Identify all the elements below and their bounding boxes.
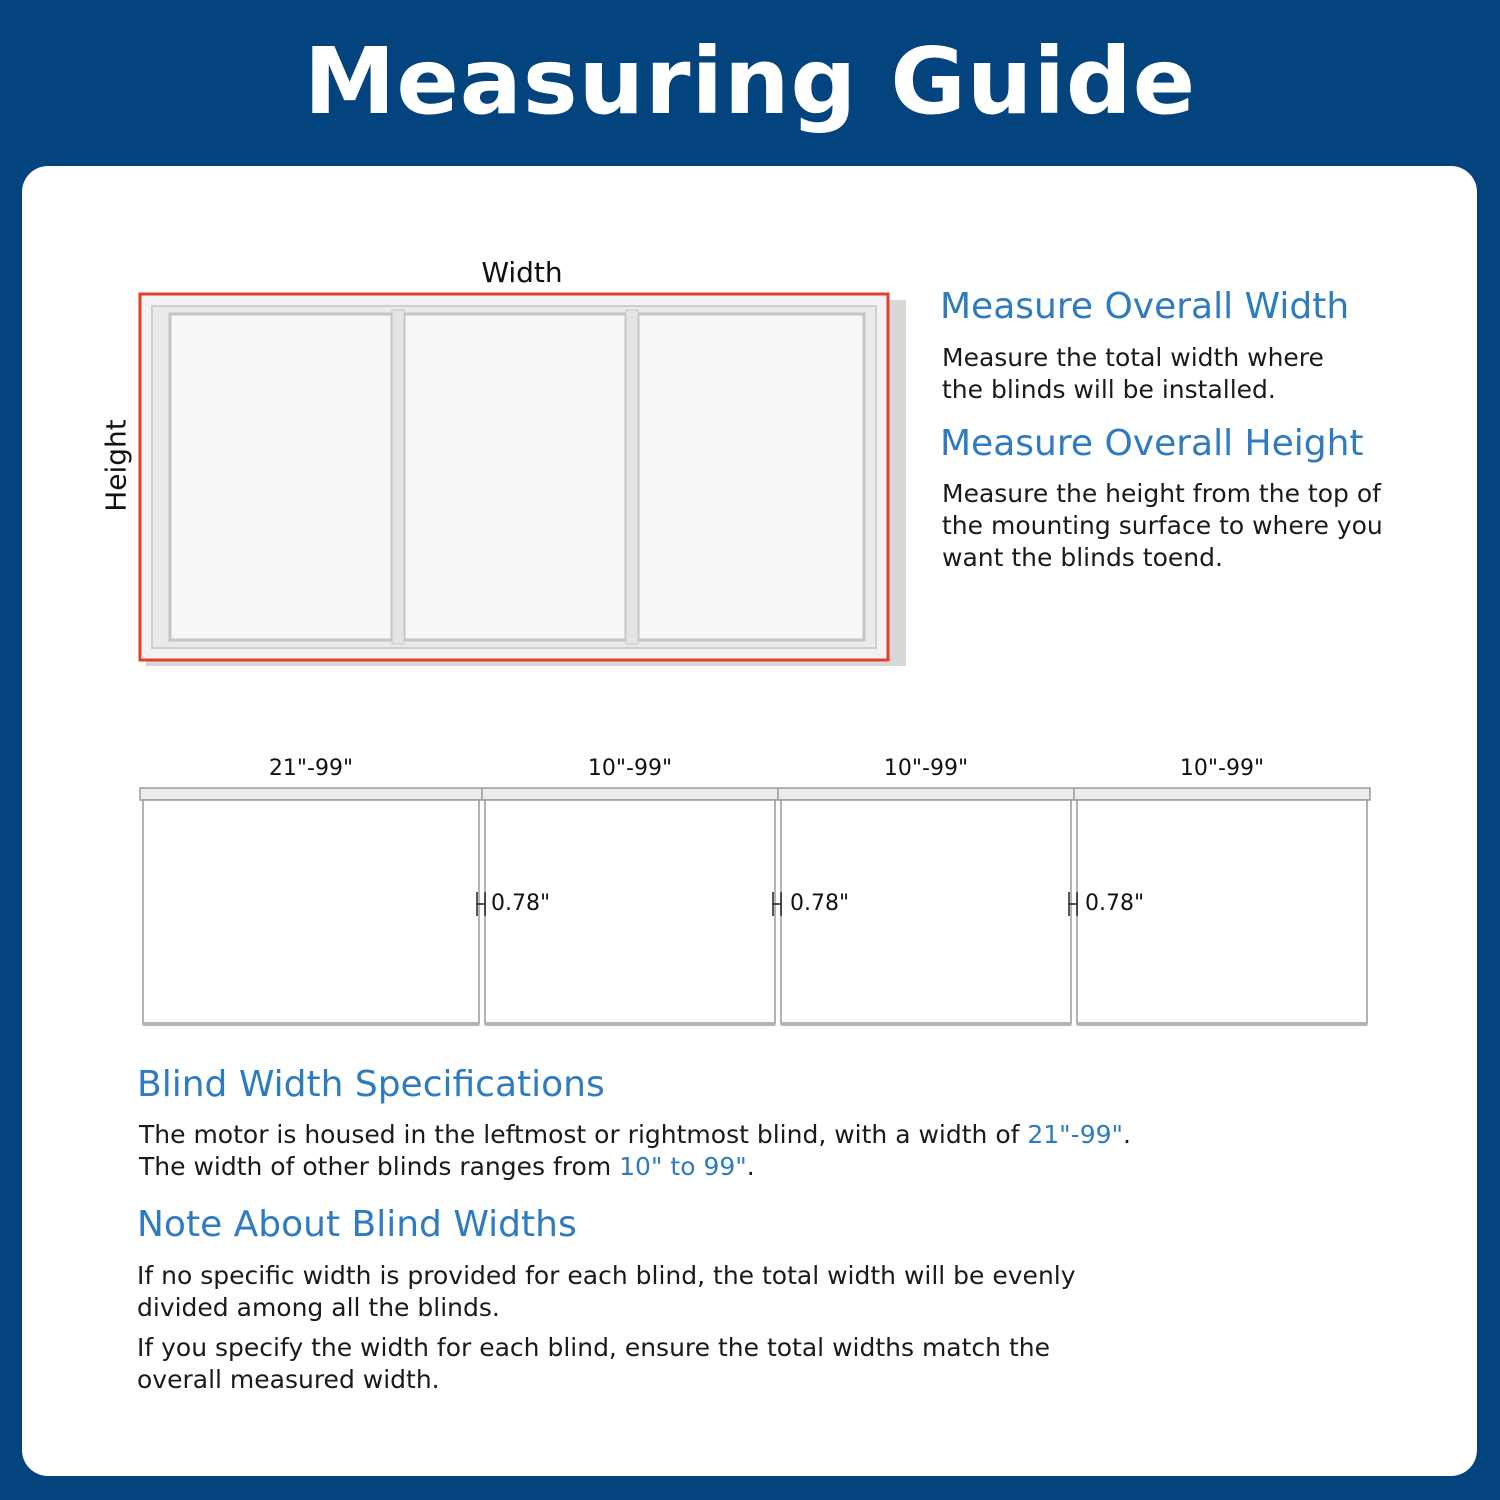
overall-height-description bbox=[942, 478, 1383, 574]
blind-width-label: 10"-99" bbox=[1179, 756, 1265, 781]
height-label: Height bbox=[99, 419, 133, 512]
note-line: If no specific width is provided for each blind, the total width will be evenly bbox=[137, 1261, 1076, 1290]
overall-height-line: Measure the height from the top of bbox=[942, 479, 1381, 508]
blind-width-label: 10"-99" bbox=[587, 756, 673, 781]
gap-label: 0.78" bbox=[790, 891, 850, 916]
note-paragraph-2 bbox=[137, 1332, 1050, 1396]
gap-label: 0.78" bbox=[1085, 891, 1145, 916]
note-line: If you specify the width for each blind, ensure the total widths match the bbox=[137, 1333, 1050, 1362]
motor-blind-width-range: 21"-99" bbox=[1027, 1120, 1124, 1149]
overall-width-heading: Measure Overall Width bbox=[940, 286, 1350, 327]
blind-width-label: 21"-99" bbox=[268, 756, 354, 781]
specs-heading: Blind Width Specifications bbox=[137, 1064, 605, 1105]
specs-line-1-text: The motor is housed in the leftmost or rightmost blind, with a width of bbox=[139, 1120, 1028, 1149]
specs-line-2 bbox=[139, 1151, 1131, 1183]
note-heading: Note About Blind Widths bbox=[137, 1204, 577, 1245]
note-paragraph-1 bbox=[137, 1260, 1076, 1324]
specs-line-1 bbox=[139, 1119, 1131, 1151]
specs-line-2-text: The width of other blinds ranges from bbox=[139, 1152, 620, 1181]
gap-label: 0.78" bbox=[491, 891, 551, 916]
blinds-illustration bbox=[138, 786, 1372, 1030]
guide-card bbox=[22, 166, 1477, 1476]
overall-width-line: the blinds will be installed. bbox=[942, 375, 1276, 404]
specs-description bbox=[139, 1119, 1131, 1183]
period: . bbox=[746, 1152, 755, 1181]
blind-width-label: 10"-99" bbox=[883, 756, 969, 781]
overall-height-line: the mounting surface to where you bbox=[942, 511, 1383, 540]
overall-width-description bbox=[942, 342, 1324, 406]
note-line: divided among all the blinds. bbox=[137, 1293, 500, 1322]
other-blind-width-range: 10" to 99" bbox=[619, 1152, 747, 1181]
width-label: Width bbox=[481, 256, 563, 289]
overall-height-heading: Measure Overall Height bbox=[940, 423, 1364, 464]
overall-width-line: Measure the total width where bbox=[942, 343, 1324, 372]
period: . bbox=[1123, 1120, 1131, 1149]
note-line: overall measured width. bbox=[137, 1365, 440, 1394]
page-title: Measuring Guide bbox=[303, 28, 1197, 135]
window-frame-illustration bbox=[132, 286, 922, 676]
overall-height-line: want the blinds toend. bbox=[942, 543, 1223, 572]
